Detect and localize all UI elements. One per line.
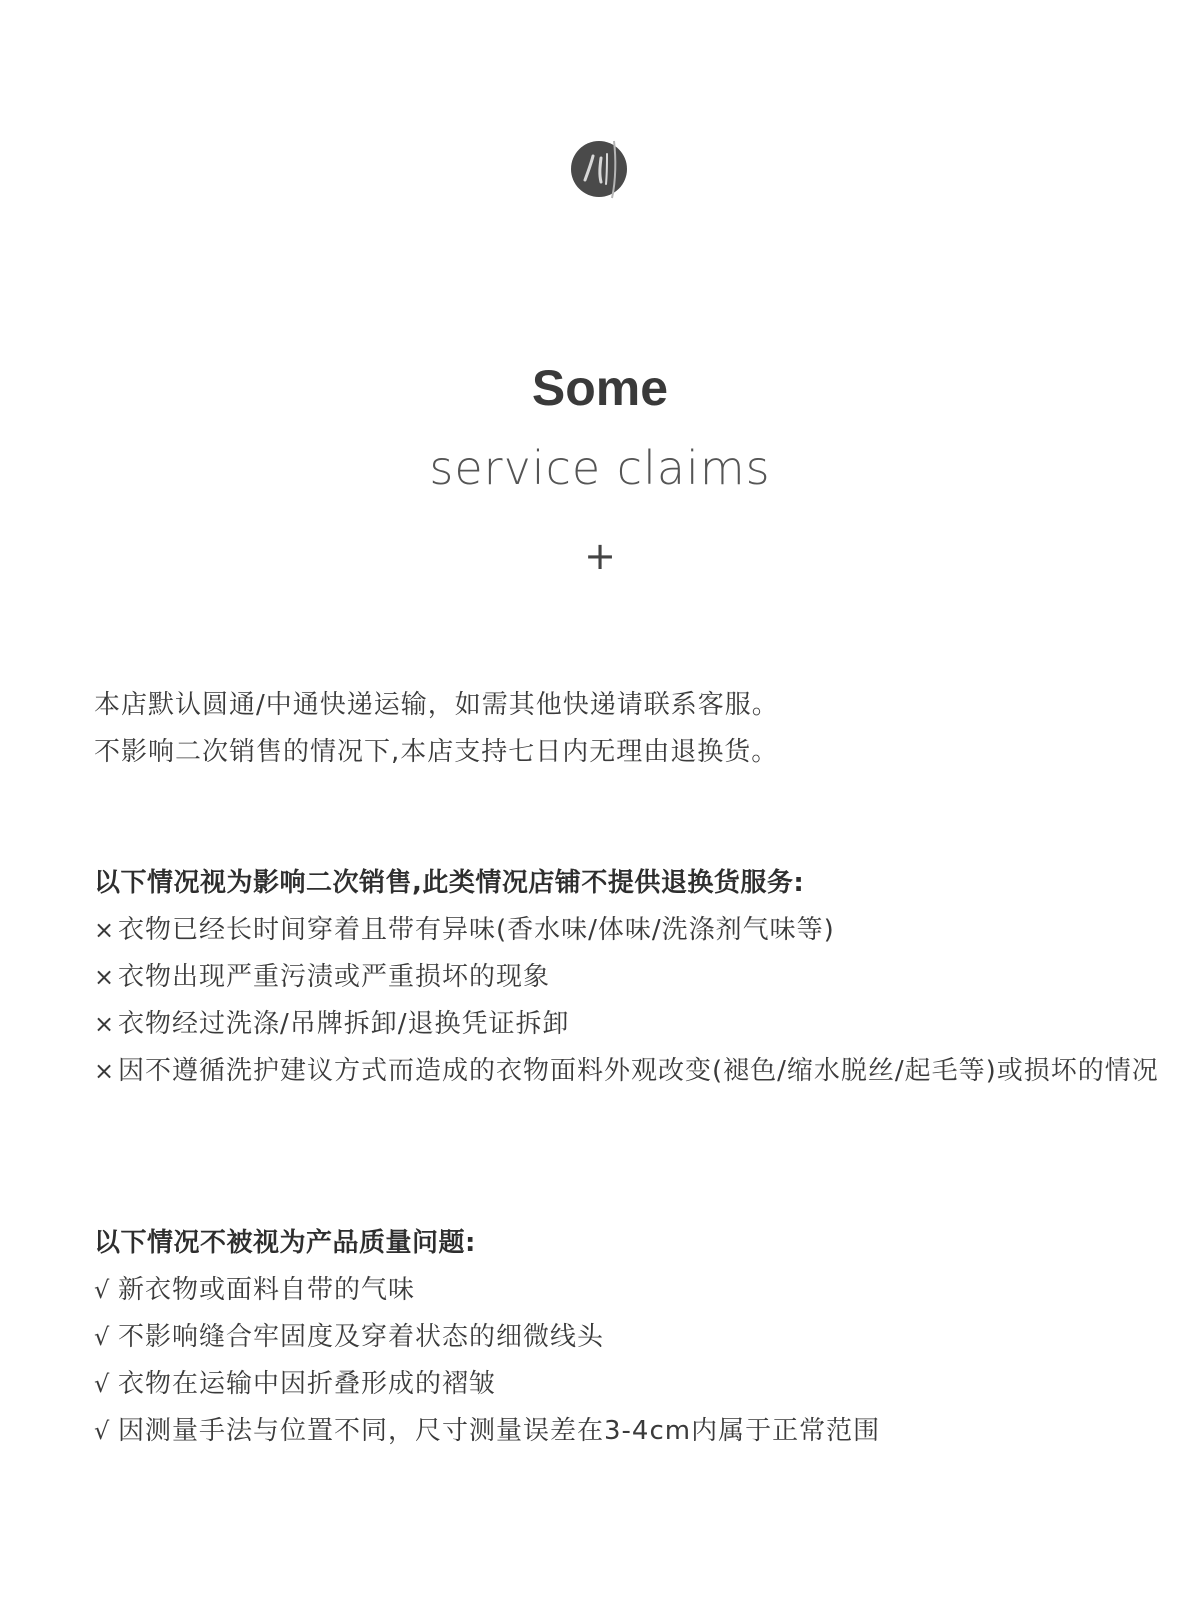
title-secondary: service claims xyxy=(429,441,771,495)
list-item-text: 衣物在运输中因折叠形成的褶皱 xyxy=(118,1369,497,1399)
check-icon: √ xyxy=(94,1417,111,1445)
list-item xyxy=(94,1361,1174,1408)
not-quality-issue-heading: 以下情况不被视为产品质量问题: xyxy=(94,1228,476,1258)
brand-logo-icon xyxy=(571,138,633,200)
intro-line-shipping: 本店默认圆通/中通快递运输，如需其他快递请联系客服。 xyxy=(94,690,779,720)
list-item xyxy=(94,1001,1174,1048)
check-icon: √ xyxy=(94,1323,111,1351)
list-item xyxy=(94,1267,1174,1314)
list-item-text: 衣物经过洗涤/吊牌拆卸/退换凭证拆卸 xyxy=(118,1009,570,1039)
not-quality-issue-section xyxy=(94,1220,1174,1455)
list-item-text: 因不遵循洗护建议方式而造成的衣物面料外观改变(褪色/缩水脱丝/起毛等)或损坏的情况 xyxy=(118,1056,1159,1086)
list-item xyxy=(94,954,1174,1001)
cross-icon: × xyxy=(94,963,116,991)
list-item xyxy=(94,1314,1174,1361)
list-item-text: 因测量手法与位置不同，尺寸测量误差在3-4cm内属于正常范围 xyxy=(118,1416,881,1446)
cross-icon: × xyxy=(94,1010,116,1038)
no-return-heading: 以下情况视为影响二次销售,此类情况店铺不提供退换货服务: xyxy=(94,868,805,898)
cross-icon: × xyxy=(94,916,116,944)
cross-icon: × xyxy=(94,1057,116,1085)
check-icon: √ xyxy=(94,1370,111,1398)
list-item-text: 新衣物或面料自带的气味 xyxy=(118,1275,416,1305)
title-primary: Some xyxy=(531,360,669,416)
list-item xyxy=(94,1048,1174,1095)
list-item xyxy=(94,1408,1174,1455)
intro-line-return-policy: 不影响二次销售的情况下,本店支持七日内无理由退换货。 xyxy=(94,737,779,767)
plus-divider-icon: + xyxy=(584,534,616,578)
no-return-section xyxy=(94,860,1174,1095)
list-item-text: 不影响缝合牢固度及穿着状态的细微线头 xyxy=(118,1322,605,1352)
list-item-text: 衣物已经长时间穿着且带有异味(香水味/体味/洗涤剂气味等) xyxy=(118,915,835,945)
list-item xyxy=(94,907,1174,954)
check-icon: √ xyxy=(94,1276,111,1304)
list-item-text: 衣物出现严重污渍或严重损坏的现象 xyxy=(118,962,551,992)
intro-section xyxy=(94,682,1174,776)
